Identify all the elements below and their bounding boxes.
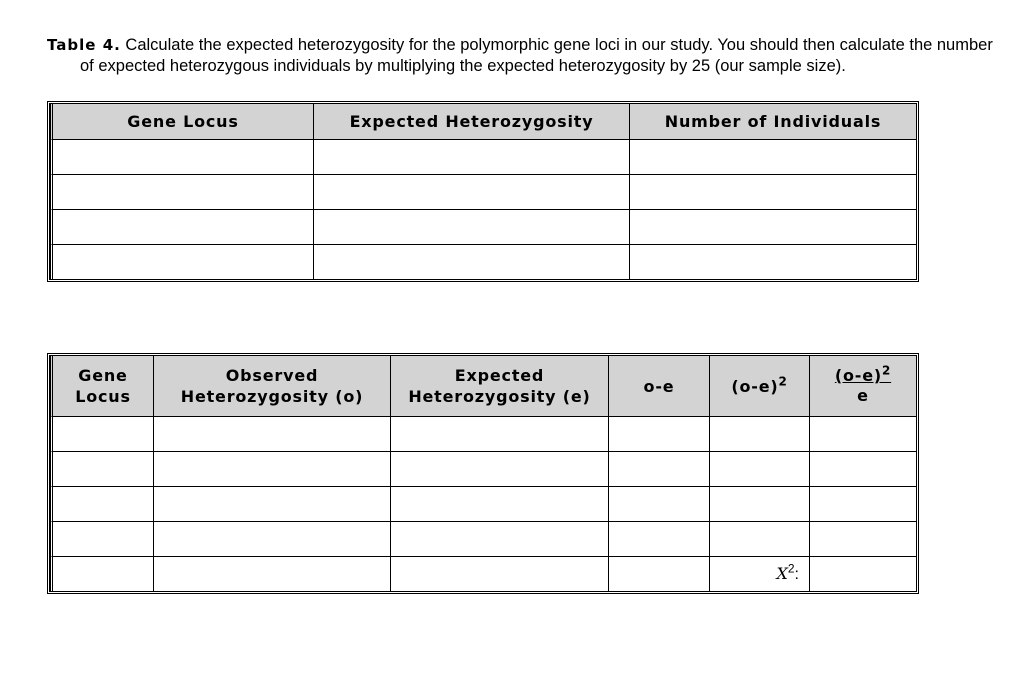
cell[interactable] [50, 210, 314, 245]
table-row [50, 522, 916, 557]
table-row [50, 175, 916, 210]
cell[interactable] [50, 522, 154, 557]
table-caption [47, 35, 1010, 77]
fraction [834, 363, 892, 406]
header-o-minus-e: o-e [609, 356, 710, 417]
header-text: (o-e) [731, 376, 779, 396]
header-gene-locus: Gene Locus [50, 104, 314, 140]
cell[interactable] [154, 487, 391, 522]
cell[interactable] [154, 417, 391, 452]
cell[interactable] [609, 452, 710, 487]
cell[interactable] [609, 487, 710, 522]
table-row [50, 245, 916, 279]
header-observed-heterozygosity [154, 356, 391, 417]
cell[interactable] [391, 417, 609, 452]
exponent: 2 [778, 374, 788, 389]
header-row [50, 104, 916, 140]
expected-heterozygosity-table [47, 101, 919, 282]
table-row [50, 452, 916, 487]
fraction-numerator [834, 363, 892, 386]
cell[interactable] [630, 175, 916, 210]
chi-square-table [47, 353, 919, 594]
header-gene-locus [50, 356, 154, 417]
cell[interactable] [810, 452, 916, 487]
cell[interactable] [609, 557, 710, 591]
cell[interactable] [609, 417, 710, 452]
cell[interactable] [391, 487, 609, 522]
caption-text: Calculate the expected heterozygosity for the polymorphic gene loci in our study. You should then calculate the number of expected heterozygous individuals by multiplying the expected heterozygosity by 25 (our sample size). [80, 36, 993, 75]
cell[interactable] [50, 417, 154, 452]
header-line: Heterozygosity (e) [408, 387, 591, 406]
chi-symbol: X [776, 564, 788, 583]
header-number-of-individuals: Number of Individuals [630, 104, 916, 140]
cell[interactable] [154, 522, 391, 557]
cell[interactable] [154, 557, 391, 591]
chi-square-value-cell[interactable] [810, 557, 916, 591]
cell[interactable] [50, 557, 154, 591]
header-line: Observed [225, 366, 319, 385]
header-chi-term [810, 356, 916, 417]
cell[interactable] [50, 175, 314, 210]
table-row [50, 487, 916, 522]
header-line: Locus [75, 387, 131, 406]
cell[interactable] [810, 417, 916, 452]
header-line: Heterozygosity (o) [180, 387, 364, 406]
chi-square-row [50, 557, 916, 591]
table-row [50, 417, 916, 452]
cell[interactable] [314, 210, 630, 245]
caption-label: Table 4. [47, 36, 121, 54]
cell[interactable] [314, 140, 630, 175]
header-o-minus-e-squared [710, 356, 810, 417]
cell[interactable] [630, 245, 916, 279]
cell[interactable] [391, 557, 609, 591]
chi-square-label [710, 557, 810, 591]
cell[interactable] [50, 452, 154, 487]
cell[interactable] [710, 452, 810, 487]
header-row [50, 356, 916, 417]
exponent: 2 [881, 363, 892, 378]
header-line: Expected [454, 366, 545, 385]
cell[interactable] [609, 522, 710, 557]
cell[interactable] [391, 452, 609, 487]
cell[interactable] [710, 417, 810, 452]
table-row [50, 140, 916, 175]
cell[interactable] [50, 487, 154, 522]
cell[interactable] [630, 210, 916, 245]
cell[interactable] [50, 140, 314, 175]
cell[interactable] [50, 245, 314, 279]
header-expected-heterozygosity [391, 356, 609, 417]
cell[interactable] [314, 175, 630, 210]
numerator-text: (o-e) [834, 366, 882, 385]
table-row [50, 210, 916, 245]
cell[interactable] [314, 245, 630, 279]
cell[interactable] [710, 522, 810, 557]
fraction-denominator: e [857, 386, 869, 405]
header-expected-heterozygosity: Expected Heterozygosity [314, 104, 630, 140]
cell[interactable] [154, 452, 391, 487]
cell[interactable] [810, 487, 916, 522]
cell[interactable] [810, 522, 916, 557]
cell[interactable] [630, 140, 916, 175]
cell[interactable] [391, 522, 609, 557]
header-line: Gene [78, 366, 128, 385]
cell[interactable] [710, 487, 810, 522]
chi-colon: : [794, 566, 799, 583]
chi-exponent: 2 [787, 561, 795, 576]
